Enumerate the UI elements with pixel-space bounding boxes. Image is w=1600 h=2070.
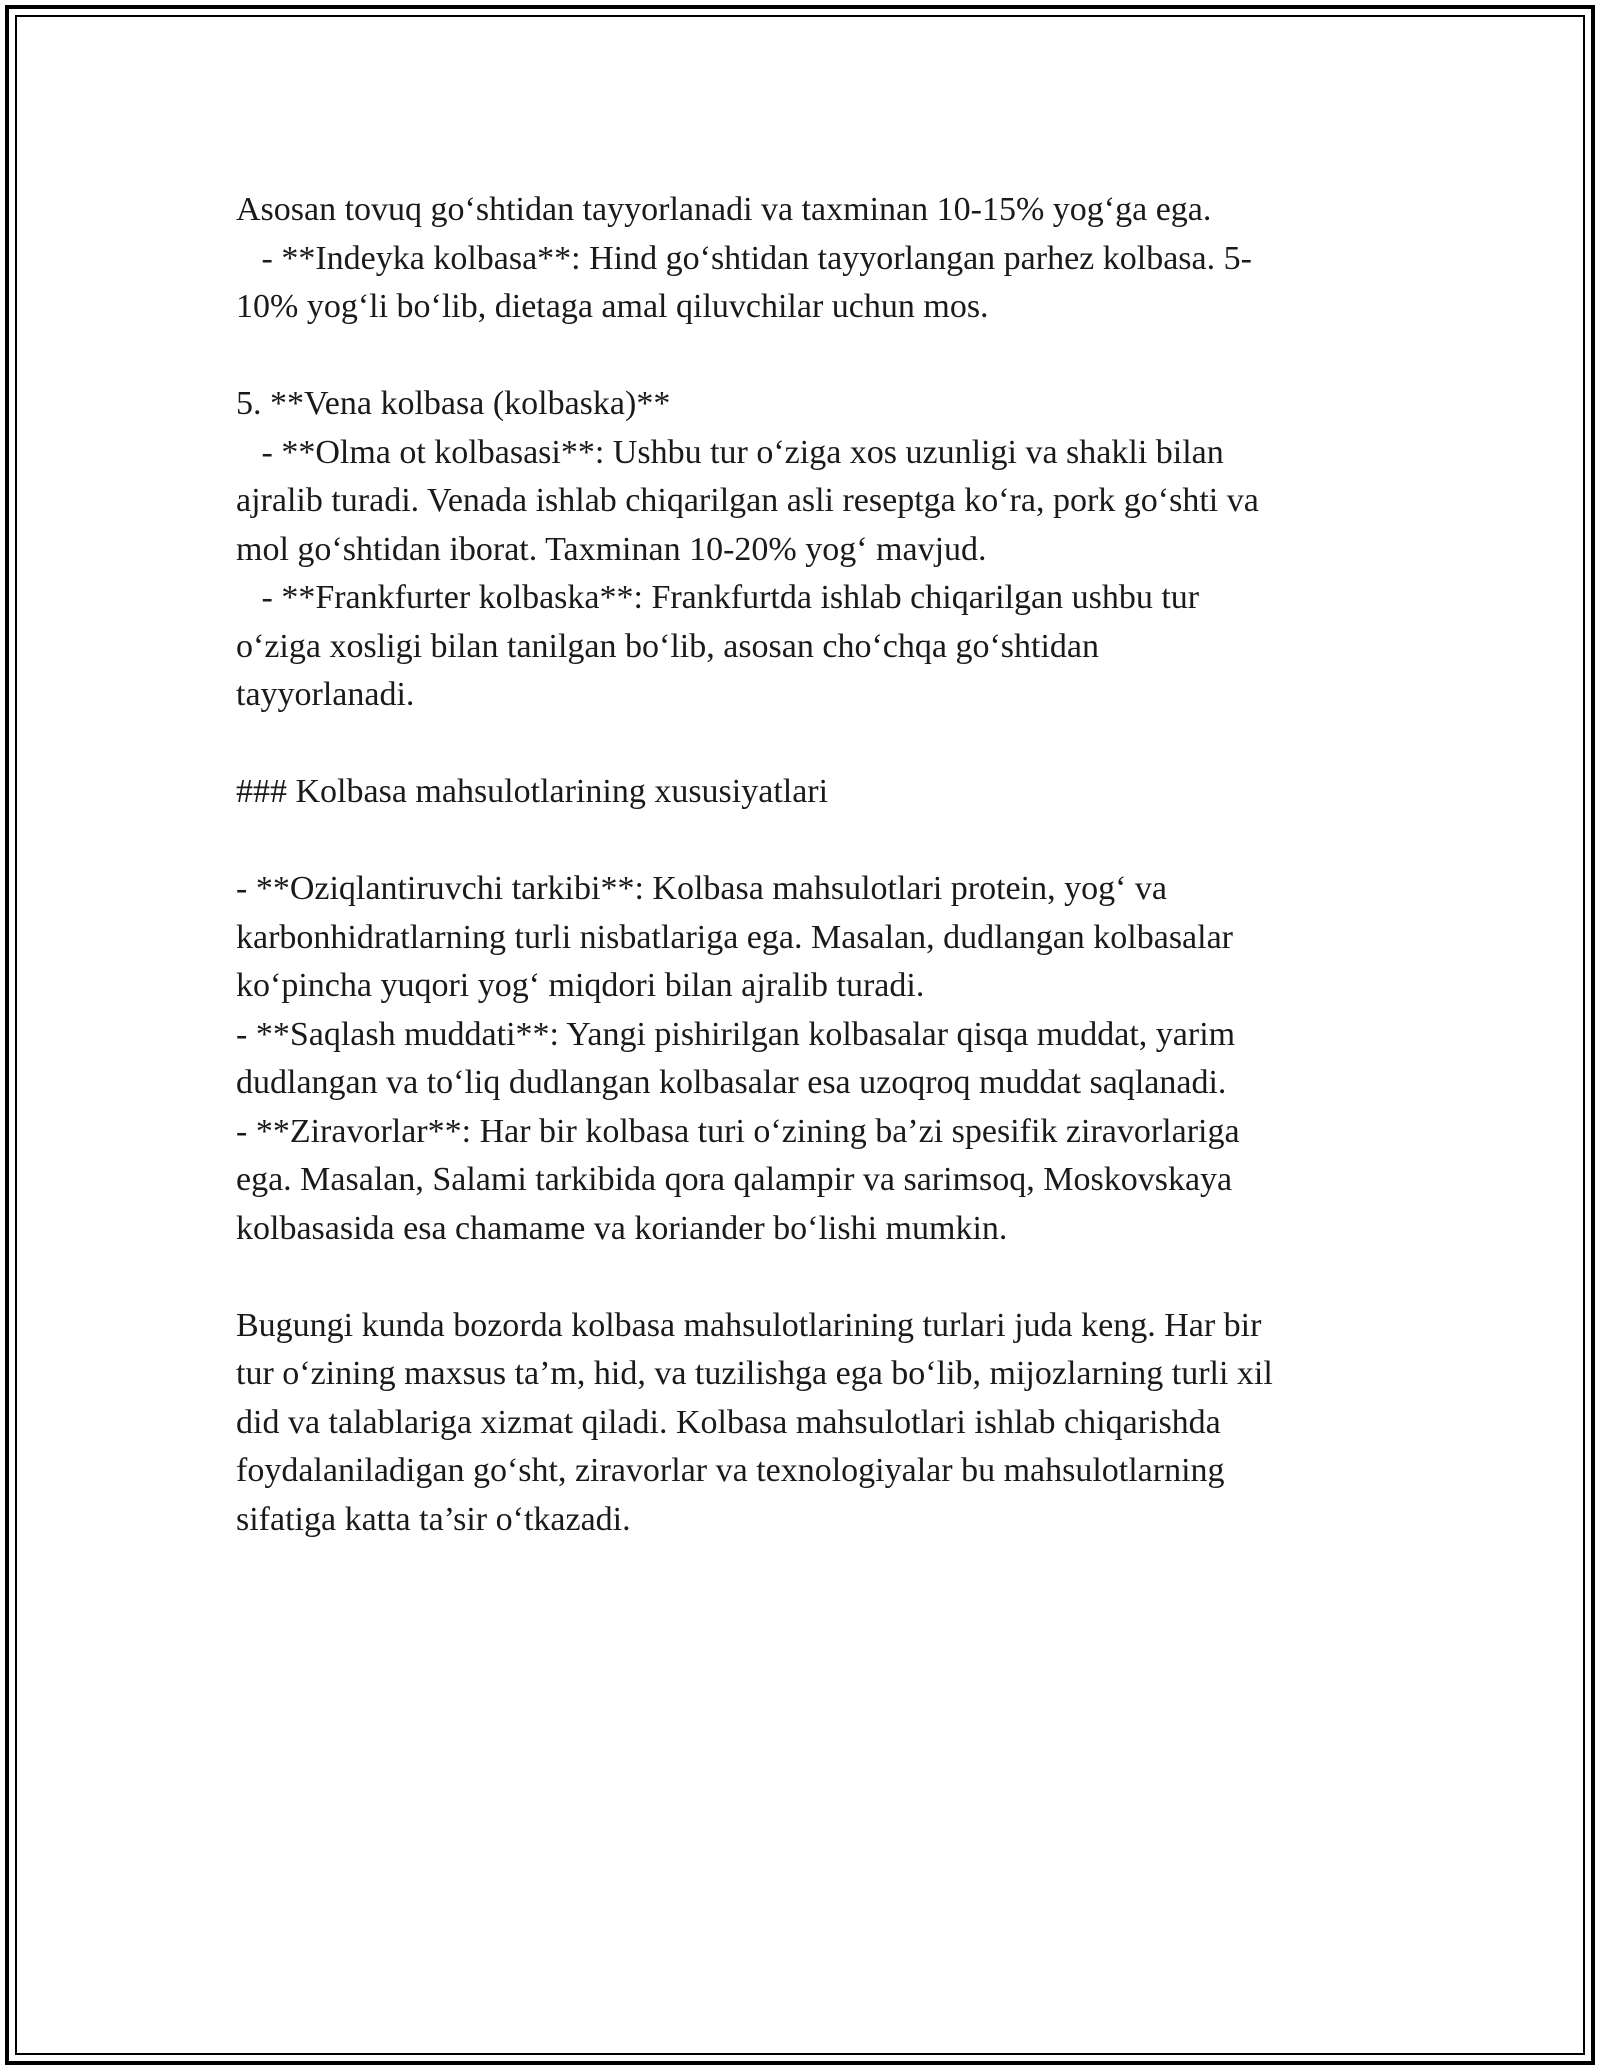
text-line: o‘ziga xosligi bilan tanilgan bo‘lib, asosan cho‘chqa go‘shtidan bbox=[236, 627, 1100, 665]
blank-line bbox=[236, 332, 1376, 381]
text-line: - **Indeyka kolbasa**: Hind go‘shtidan tayyorlangan parhez kolbasa. 5- bbox=[236, 239, 1252, 277]
text-line: - **Oziqlantiruvchi tarkibi**: Kolbasa mahsulotlari protein, yog‘ va bbox=[236, 870, 1167, 907]
text-line: - **Ziravorlar**: Har bir kolbasa turi o‘zining ba’zi spesifik ziravorlariga bbox=[236, 1112, 1240, 1150]
text-line: sifatiga katta ta’sir o‘tkazadi. bbox=[236, 1500, 631, 1538]
text-line: - **Saqlash muddati**: Yangi pishirilgan kolbasalar qisqa muddat, yarim bbox=[236, 1015, 1236, 1053]
text-line: - **Olma ot kolbasasi**: Ushbu tur o‘ziga xos uzunligi va shakli bilan bbox=[236, 433, 1224, 471]
blank-line bbox=[236, 1253, 1376, 1302]
section-heading: ### Kolbasa mahsulotlarining xususiyatlari bbox=[236, 773, 829, 810]
text-line: Asosan tovuq go‘shtidan tayyorlanadi va taxminan 10-15% yog‘ga ega. bbox=[236, 191, 1212, 228]
text-line: kolbasasida esa chamame va koriander bo‘lishi mumkin. bbox=[236, 1209, 1008, 1247]
text-line: ajralib turadi. Venada ishlab chiqarilgan asli reseptga ko‘ra, pork go‘shti va bbox=[236, 482, 1259, 519]
text-line: dudlangan va to‘liq dudlangan kolbasalar esa uzoqroq muddat saqlanadi. bbox=[236, 1064, 1227, 1101]
text-line: foydalaniladigan go‘sht, ziravorlar va texnologiyalar bu mahsulotlarning bbox=[236, 1452, 1225, 1489]
text-line: ko‘pincha yuqori yog‘ miqdori bilan ajralib turadi. bbox=[236, 967, 925, 1004]
text-line: Bugungi kunda bozorda kolbasa mahsulotlarining turlari juda keng. Har bir bbox=[236, 1306, 1262, 1344]
text-line: - **Frankfurter kolbaska**: Frankfurtda ishlab chiqarilgan ushbu tur bbox=[236, 579, 1200, 616]
text-line: mol go‘shtidan iborat. Taxminan 10-20% yog‘ mavjud. bbox=[236, 530, 987, 568]
text-line: tur o‘zining maxsus ta’m, hid, va tuzilishga ega bo‘lib, mijozlarning turli xil bbox=[236, 1355, 1273, 1392]
text-line: tayyorlanadi. bbox=[236, 676, 415, 713]
blank-line bbox=[236, 720, 1376, 769]
text-line: ega. Masalan, Salami tarkibida qora qalampir va sarimsoq, Moskovskaya bbox=[236, 1161, 1233, 1198]
blank-line bbox=[236, 817, 1376, 866]
text-line: 5. **Vena kolbasa (kolbaska)** bbox=[236, 385, 671, 422]
text-line: karbonhidratlarning turli nisbatlariga ega. Masalan, dudlangan kolbasalar bbox=[236, 918, 1234, 956]
document-body bbox=[236, 186, 1376, 1544]
text-line: did va talablariga xizmat qiladi. Kolbasa mahsulotlari ishlab chiqarishda bbox=[236, 1403, 1221, 1441]
text-line: 10% yog‘li bo‘lib, dietaga amal qiluvchilar uchun mos. bbox=[236, 288, 989, 325]
